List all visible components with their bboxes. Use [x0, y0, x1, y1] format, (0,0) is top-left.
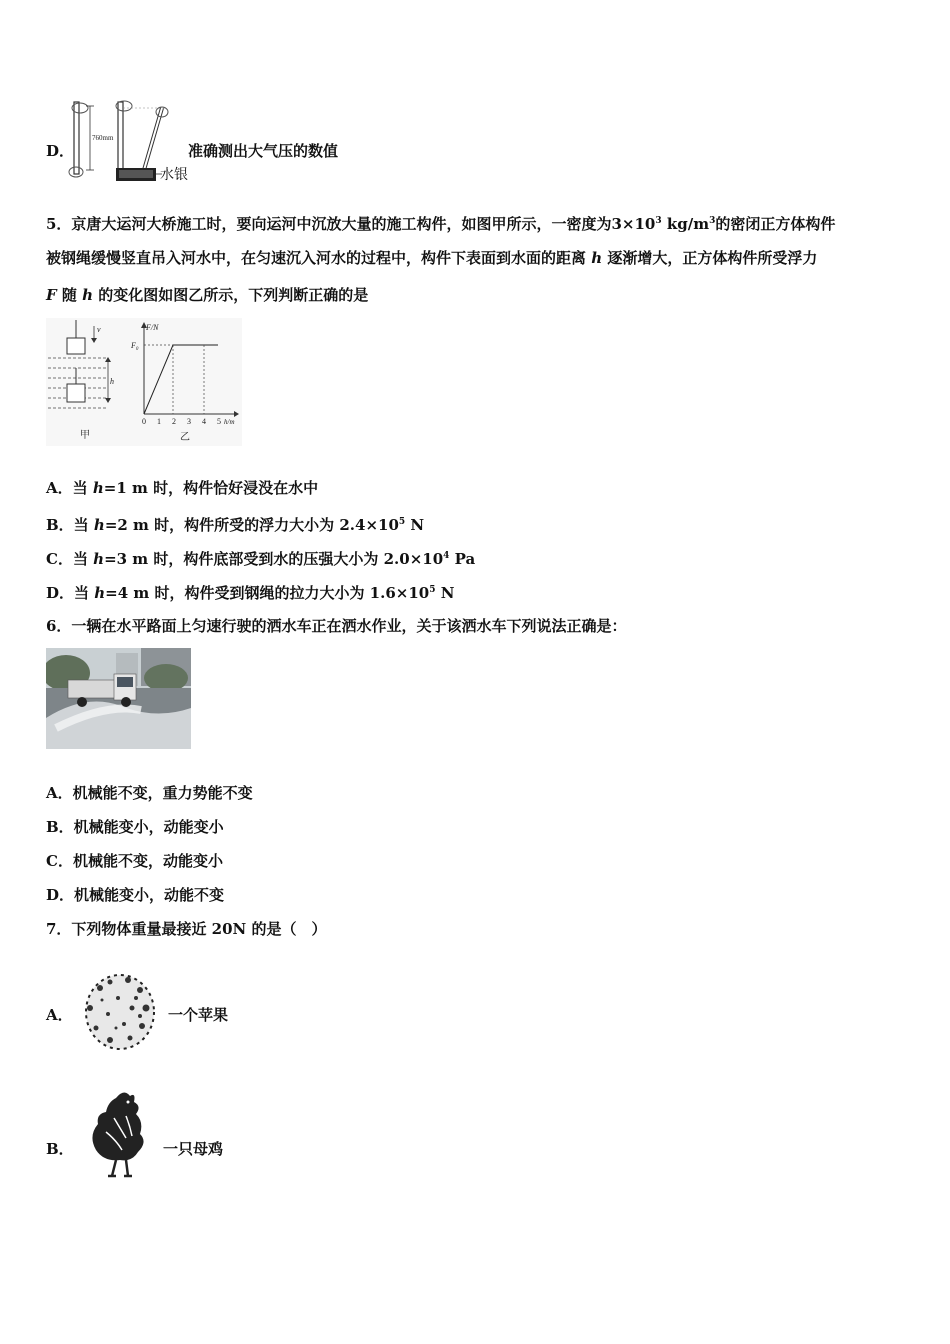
figure-yi — [130, 318, 242, 446]
x-unit-label: h/m — [224, 418, 235, 426]
q4-option-d-text: 准确测出大气压的数值 — [188, 142, 339, 160]
label-760mm: 760mm — [92, 134, 114, 142]
q7-stem: 7．下列物体重量最接近 20N 的是（ ） — [46, 920, 327, 938]
y-axis-label: F/N — [146, 323, 159, 332]
hen-icon — [86, 1088, 156, 1184]
q5-option-a[interactable]: A．当 h=1 m 时，构件恰好浸没在水中 — [46, 479, 319, 497]
label-h: h — [110, 377, 114, 386]
caption-yi: 乙 — [180, 432, 190, 443]
x-tick-label: 1 — [157, 417, 161, 426]
q5-option-d[interactable]: D．当 h=4 m 时，构件受到钢绳的拉力大小为 $1.6\times 10^5$ N — [46, 584, 455, 602]
label-mercury: 水银 — [160, 167, 188, 183]
x-tick-label: 5 — [217, 417, 221, 426]
q5-stem-line2: 被钢绳缓慢竖直吊入河水中，在匀速沉入河水的过程中，构件下表面到水面的距离 h 逐渐增大，正方体构件所受浮力 — [46, 249, 818, 267]
x-tick-label: 2 — [172, 417, 176, 426]
x-tick-label: 3 — [187, 417, 191, 426]
q6-option-a[interactable]: A．机械能不变，重力势能不变 — [46, 784, 253, 802]
x-tick-label: 4 — [202, 417, 206, 426]
label-v: v — [97, 325, 101, 334]
q5-option-b[interactable]: B．当 h=2 m 时，构件所受的浮力大小为 $2.4\times 10^5$ N — [46, 516, 425, 534]
q6-option-b[interactable]: B．机械能变小，动能变小 — [46, 818, 224, 836]
figure-jia — [46, 318, 136, 446]
q6-stem: 6．一辆在水平路面上匀速行驶的洒水车正在洒水作业，关于该洒水车下列说法正确是： — [46, 617, 627, 635]
q5-stem-line3: F 随 h 的变化图如图乙所示，下列判断正确的是 — [46, 286, 369, 304]
rising-segment — [144, 345, 173, 414]
x-tick-label: 0 — [142, 417, 146, 426]
q5-option-c[interactable]: C．当 h=3 m 时，构件底部受到水的压强大小为 $2.0\times 10^4$ Pa — [46, 550, 476, 568]
q4-option-d-label: D． — [46, 142, 75, 160]
q7-option-a-label[interactable]: A． — [46, 1006, 73, 1024]
q6-option-c[interactable]: C．机械能不变，动能变小 — [46, 852, 223, 870]
caption-jia: 甲 — [80, 430, 90, 441]
q5-stem-line1: 5．京唐大运河大桥施工时，要向运河中沉放大量的施工构件，如图甲所示，一密度为$3\times 10^3$ $kg/m^3$的密闭正方体构件 — [46, 215, 836, 233]
q7-option-b-text: 一只母鸡 — [163, 1140, 224, 1158]
apple-icon — [80, 968, 160, 1054]
q7-option-a-text: 一个苹果 — [168, 1006, 229, 1024]
q7-option-b-label[interactable]: B． — [46, 1140, 74, 1158]
q6-option-d[interactable]: D．机械能变小，动能不变 — [46, 886, 225, 904]
f0-label: $F_0$ — [131, 341, 139, 352]
sprinkler-truck-photo — [46, 648, 191, 749]
